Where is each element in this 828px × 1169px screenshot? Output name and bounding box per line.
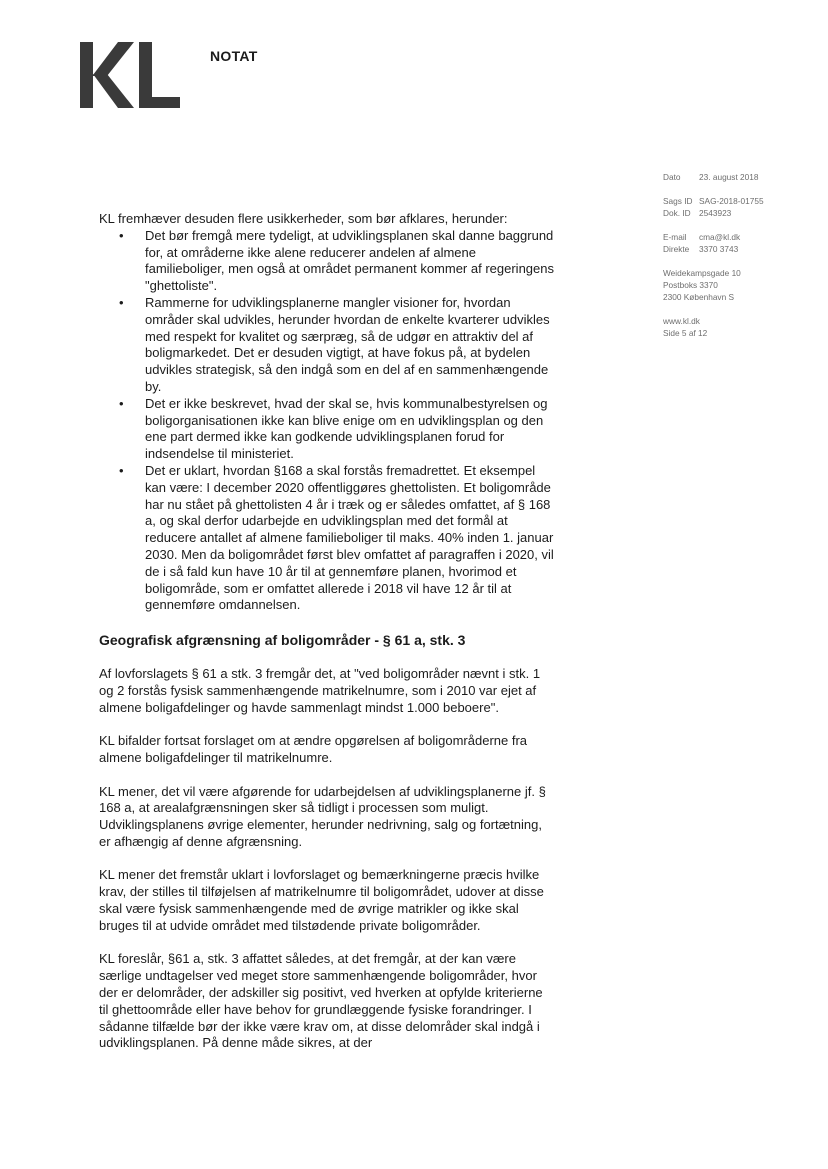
date-row [663,171,813,183]
bullet-icon: • [119,395,124,411]
date-label: Dato [663,172,681,182]
address-line-2: Postboks 3370 [663,280,718,290]
kl-logo-mark [80,42,180,108]
address-line-3: 2300 København S [663,292,735,302]
sags-id-value: SAG-2018-01755 [699,196,764,206]
bullet-icon: • [119,294,124,310]
list-item-text: Det er uklart, hvordan §168 a skal forstås fremadrettet. Et eksempel kan være: I december 2020 offentliggøres ghettolisten. Et boligområde har nu stået på ghettolisten 4 år i træk og er således omfattet, af § 168 a, og skal derfor udarbejde en udviklingsplan med det formål at reducere antallet af almene familieboliger til maks. 40% inden 1. januar 2030. Men da boligområdet først blev omfattet af paragraffen i 2020, vil de i så fald kun have 10 år til at gennemføre planen, hvorimod et boligområde, som er omfattet allerede i 2018 vil have 12 år til at gennemføre omdannelsen. [145,462,554,613]
dok-id-label: Dok. ID [663,208,691,218]
body-paragraph: KL bifalder fortsat forslaget om at ændre opgørelsen af boligområderne fra almene boligafdelinger til matrikelnumre. [99,733,528,765]
list-item-text: Rammerne for udviklingsplanerne mangler visioner for, hvordan områder skal udvikles, herunder hvordan de enkelte kvarterer udvikles med respekt for kvalitet og særpræg, så de udgør en attraktiv del af boligmarkedet. Det er desuden vigtigt, at have fokus på, at bydelen udvikles strategisk, så den indgå som en del af en sammenhængende by. [145,294,550,394]
email-value: cma@kl.dk [699,232,741,242]
body-paragraph: Af lovforslagets § 61 a stk. 3 fremgår det, at "ved boligområder nævnt i stk. 1 og 2 forstås fysisk sammenhængende matrikelnumre, som i 2010 var ejet af almene boligafdelinger og havde sammenlagt mindst 1.000 beboere". [99,665,541,715]
list-item [99,396,554,463]
body-paragraph: KL mener, det vil være afgørende for udarbejdelsen af udviklingsplanerne jf. § 168 a, at arealafgrænsningen sker så tidligt i processen som muligt. Udviklingsplanens øvrige elementer, herunder nedrivning, salg og fortætning, er afhængig af denne afgrænsning. [99,783,546,849]
email-row [663,231,813,243]
email-label: E-mail [663,232,687,242]
website: www.kl.dk [663,316,700,326]
list-item [99,463,554,614]
list-item-text: Det er ikke beskrevet, hvad der skal se, hvis kommunalbestyrelsen og boligorganisationen ikke kan blive enige om en udviklingsplan og den ene part dermed ikke kan godkende udviklingsplanen forud for indsendelse til ministeriet. [145,395,548,462]
address-line-1: Weidekampsgade 10 [663,268,741,278]
sags-id-label: Sags ID [663,196,693,206]
document-body [99,211,554,1069]
body-paragraph: KL foreslår, §61 a, stk. 3 affattet således, at det fremgår, at der kan være særlige undtagelser ved meget store sammenhængende boligområder, hvor der er delområder, der adskiller sig positivt, ved hverken at opfylde kriterierne til ghettoområde eller have behov for grundlæggende fysiske forandringer. I sådanne tilfælde bør der ikke være krav om, at disse delområder skal indgå i udviklingsplanen. På denne måde sikres, at der [99,951,543,1051]
direkte-label: Direkte [663,244,690,254]
direkte-value: 3370 3743 [699,244,739,254]
date-value: 23. august 2018 [699,172,759,182]
uncertainty-list [99,228,554,614]
page-number: Side 5 af 12 [663,328,708,338]
direkte-row [663,243,813,255]
bullet-icon: • [119,462,124,478]
list-item [99,295,554,396]
dok-id-row [663,207,813,219]
kl-logo [80,42,180,108]
sags-id-row [663,195,813,207]
list-item [99,228,554,295]
intro-paragraph: KL fremhæver desuden flere usikkerheder, som bør afklares, herunder: [99,211,508,226]
dok-id-value: 2543923 [699,208,732,218]
bullet-icon: • [119,227,124,243]
body-paragraph: KL mener det fremstår uklart i lovforslaget og bemærkningerne præcis hvilke krav, der stilles til tilføjelsen af matrikelnumre til boligområdet, udover at disse skal være fysisk sammenhængende med de øvrige matrikler og ikke skal bruges til at udvide området med tilstødende private boligområder. [99,867,544,933]
list-item-text: Det bør fremgå mere tydeligt, at udviklingsplanen skal danne baggrund for, at områderne ikke alene reducerer andelen af almene familieboliger, men også at området permanent kommer af regeringens "ghettoliste". [145,227,554,294]
document-metadata [663,171,813,351]
document-type: NOTAT [210,48,258,64]
section-heading: Geografisk afgrænsning af boligområder - § 61 a, stk. 3 [99,632,466,649]
